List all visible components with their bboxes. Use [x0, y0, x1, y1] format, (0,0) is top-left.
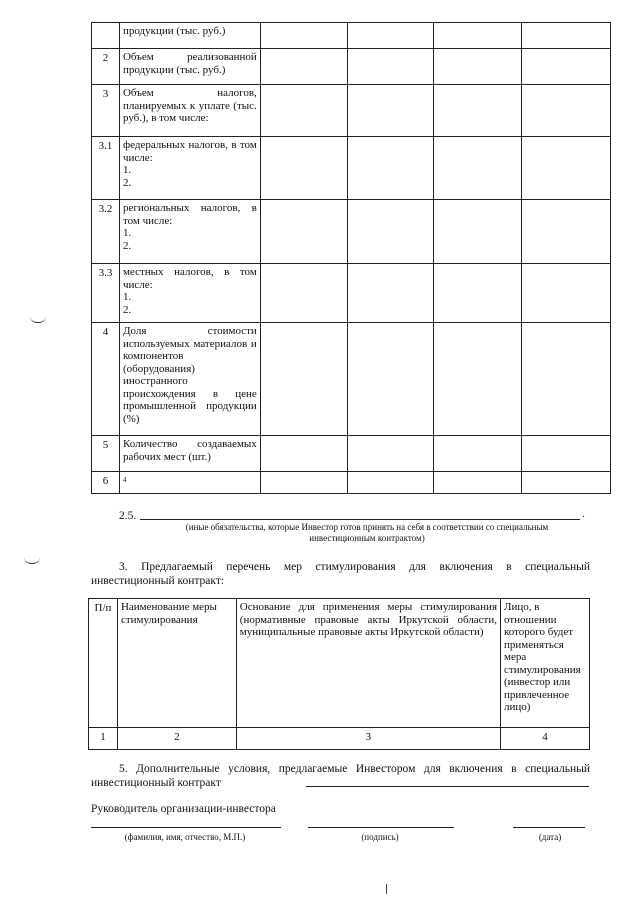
- indicator-row: [92, 137, 611, 200]
- indicator-value-cell[interactable]: [522, 49, 611, 85]
- indicator-row: [92, 85, 611, 137]
- indicator-value-cell[interactable]: [522, 200, 611, 264]
- indicator-value-cell[interactable]: [260, 264, 347, 323]
- indicator-value-cell[interactable]: [434, 85, 522, 137]
- indicator-label-cell: [119, 85, 260, 137]
- signature-name-caption: (фамилия, имя, отчество, М.П.): [124, 832, 246, 842]
- indicator-value-cell[interactable]: [434, 23, 522, 49]
- indicator-label-cell: [119, 23, 260, 49]
- indicator-number: [92, 23, 120, 49]
- signature-sign-caption: (подпись): [361, 832, 399, 842]
- signature-name-line[interactable]: [91, 817, 281, 828]
- indicator-label: Объем налогов, планируемых к уплате (тыс. руб.), в том числе:: [122, 87, 257, 124]
- indicator-value-cell[interactable]: [434, 436, 522, 472]
- indicator-row: [92, 264, 611, 323]
- indicators-table: [91, 22, 611, 494]
- signature-sign-line[interactable]: [308, 817, 454, 828]
- section-3-text: 3. Предлагаемый перечень мер стимулирования для включения в специальный инвестиционный контракт:: [91, 561, 590, 587]
- indicator-label: федеральных налогов, в том числе:: [122, 139, 257, 164]
- indicator-subitem: 2.: [122, 176, 132, 189]
- indicator-label: продукции (тыс. руб.): [122, 25, 226, 37]
- indicator-value-cell[interactable]: [434, 264, 522, 323]
- section-5-fill-line[interactable]: [306, 778, 589, 787]
- section-2-5-caption: (иные обязательства, которые Инвестор готов принять на себя в соответствии со специальным инвестиционным контрактом): [185, 522, 549, 543]
- indicator-row: [92, 472, 611, 494]
- indicator-value-cell[interactable]: [347, 137, 434, 200]
- indicator-value-cell[interactable]: [522, 264, 611, 323]
- measures-col-number: 1: [89, 728, 118, 750]
- indicator-subitem: 1.: [122, 227, 132, 239]
- indicator-number: 5: [92, 436, 120, 472]
- indicator-number: 3: [92, 85, 120, 137]
- indicators-table-body: [92, 23, 611, 494]
- indicator-row: [92, 49, 611, 85]
- section-2-5-end: .: [582, 508, 585, 520]
- indicator-value-cell[interactable]: [434, 49, 522, 85]
- indicator-label-cell: [119, 323, 260, 436]
- indicator-number: 3.1: [92, 137, 120, 200]
- indicator-value-cell[interactable]: [260, 137, 347, 200]
- indicator-value-cell[interactable]: [522, 436, 611, 472]
- indicator-value-cell[interactable]: [434, 472, 522, 494]
- indicator-row: [92, 436, 611, 472]
- measures-header-basis: Основание для применения меры стимулирования (нормативные правовые акты Иркутской области, муниципальные правовые акты Иркутской области): [236, 599, 500, 728]
- indicator-row: [92, 23, 611, 49]
- signature-title: Руководитель организации-инвестора: [91, 803, 276, 815]
- indicator-number: 3.3: [92, 264, 120, 323]
- page-edge-mark: [386, 884, 387, 894]
- indicator-subitem: 1.: [122, 291, 132, 303]
- indicator-number: 2: [92, 49, 120, 85]
- indicator-label-cell: [119, 200, 260, 264]
- indicator-value-cell[interactable]: [260, 472, 347, 494]
- indicator-row: [92, 323, 611, 436]
- indicator-value-cell[interactable]: [260, 85, 347, 137]
- indicator-value-cell[interactable]: [347, 85, 434, 137]
- indicator-row: [92, 200, 611, 264]
- indicator-value-cell[interactable]: [347, 200, 434, 264]
- signature-date-line[interactable]: [513, 817, 585, 828]
- indicator-value-cell[interactable]: [260, 436, 347, 472]
- indicator-value-cell[interactable]: [347, 436, 434, 472]
- indicator-value-cell[interactable]: [260, 23, 347, 49]
- indicator-value-cell[interactable]: [260, 323, 347, 436]
- measures-col-number: 2: [117, 728, 236, 750]
- indicator-value-cell[interactable]: [522, 23, 611, 49]
- indicator-label: Объем реализованной продукции (тыс. руб.): [122, 51, 257, 76]
- indicator-label-cell: [119, 264, 260, 323]
- measures-header-num: П/п: [89, 599, 118, 728]
- indicator-label-cell: [119, 49, 260, 85]
- measures-header-name: Наименование меры стимулирования: [117, 599, 236, 728]
- indicator-number: 3.2: [92, 200, 120, 264]
- measures-table: [88, 598, 590, 750]
- section-5-text: 5. Дополнительные условия, предлагаемые Инвестором для включения в специальный инвестиционный контракт: [91, 763, 590, 789]
- indicator-label-cell: [119, 137, 260, 200]
- binding-hole-mark: [30, 316, 46, 323]
- measures-col-number: 4: [501, 728, 590, 750]
- indicator-value-cell[interactable]: [522, 472, 611, 494]
- indicator-value-cell[interactable]: [260, 200, 347, 264]
- section-2-5-fill-line[interactable]: [140, 507, 580, 520]
- indicator-value-cell[interactable]: [434, 323, 522, 436]
- binding-hole-mark: [24, 557, 40, 564]
- indicator-value-cell[interactable]: [434, 137, 522, 200]
- indicator-value-cell[interactable]: [522, 137, 611, 200]
- indicator-value-cell[interactable]: [347, 472, 434, 494]
- indicator-number: 4: [92, 323, 120, 436]
- indicator-value-cell[interactable]: [347, 264, 434, 323]
- indicator-label: [123, 474, 257, 487]
- section-2-5-number: 2.5.: [119, 510, 137, 522]
- indicator-label: местных налогов, в том числе:: [122, 266, 257, 291]
- indicator-value-cell[interactable]: [522, 323, 611, 436]
- indicator-label-cell: [119, 472, 260, 494]
- indicator-value-cell[interactable]: [347, 323, 434, 436]
- indicator-value-cell[interactable]: [347, 49, 434, 85]
- indicator-value-cell[interactable]: [347, 23, 434, 49]
- indicator-subitem: 1.: [122, 164, 132, 176]
- indicator-number: 6: [92, 472, 120, 494]
- measures-col-number: 3: [236, 728, 500, 750]
- indicator-value-cell[interactable]: [434, 200, 522, 264]
- indicator-label: региональных налогов, в том числе:: [122, 202, 257, 227]
- indicator-value-cell[interactable]: [522, 85, 611, 137]
- indicator-subitem: 2.: [122, 239, 132, 252]
- indicator-value-cell[interactable]: [260, 49, 347, 85]
- signature-date-caption: (дата): [538, 832, 562, 842]
- measures-header-person: Лицо, в отношении которого будет применяться мера стимулирования (инвестор или привлеченное лицо): [501, 599, 590, 728]
- indicator-subitem: 2.: [122, 303, 132, 316]
- indicator-label: Доля стоимости используемых материалов и компонентов (оборудования) иностранного происхождения в цене промышленной продукции (%): [122, 325, 257, 425]
- indicator-label-cell: [119, 436, 260, 472]
- indicator-label: Количество создаваемых рабочих мест (шт.): [122, 438, 257, 463]
- footnote-marker: 4: [122, 476, 127, 484]
